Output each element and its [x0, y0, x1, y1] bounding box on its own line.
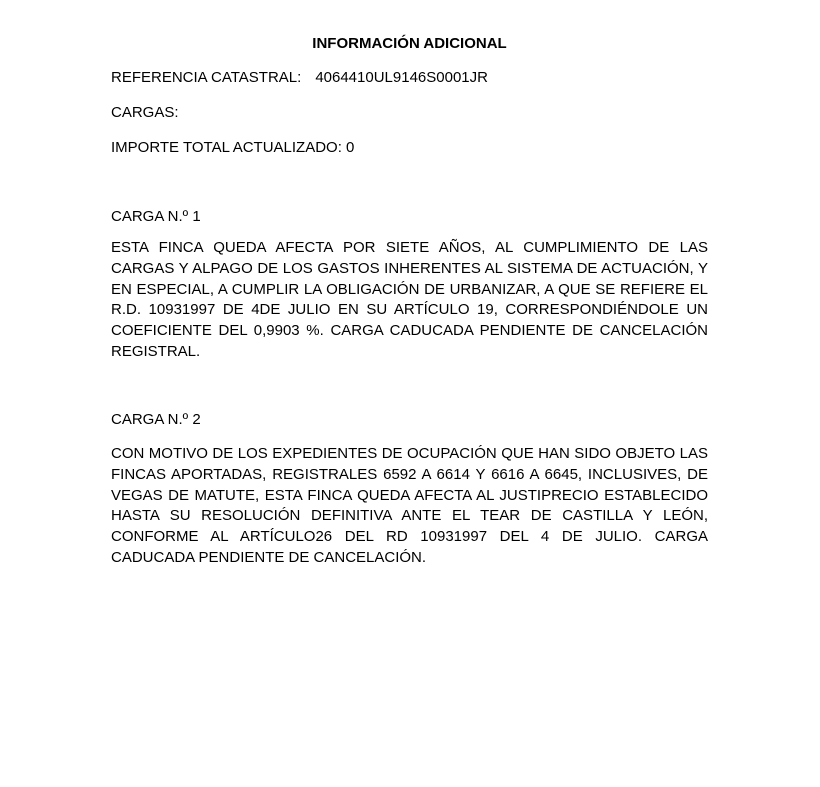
- carga-2-text: CON MOTIVO DE LOS EXPEDIENTES DE OCUPACIÓN QUE HAN SIDO OBJETO LAS FINCAS APORTADAS, REGISTRALES 6592 A 6614 Y 6616 A 6645, INCLUSIVES, DE VEGAS DE MATUTE, ESTA FINCA QUEDA AFECTA AL JUSTIPRECIO ESTABLECIDO HASTA SU RESOLUCIÓN DEFINITIVA ANTE EL TEAR DE CASTILLA Y LEÓN, CONFORME AL ARTÍCULO26 DEL RD 10931997 DEL 4 DE JULIO. CARGA CADUCADA PENDIENTE DE CANCELACIÓN.: [111, 445, 708, 566]
- importe-total-line: IMPORTE TOTAL ACTUALIZADO: 0: [111, 139, 355, 156]
- cargas-label: CARGAS:: [111, 104, 179, 121]
- document-title: INFORMACIÓN ADICIONAL: [312, 35, 507, 52]
- carga-1-heading: CARGA N.º 1: [111, 208, 201, 225]
- referencia-catastral-value: 4064410UL9146S0001JR: [315, 69, 488, 86]
- carga-1-text: ESTA FINCA QUEDA AFECTA POR SIETE AÑOS, AL CUMPLIMIENTO DE LAS CARGAS Y ALPAGO DE LOS GASTOS INHERENTES AL SISTEMA DE ACTUACIÓN, Y EN ESPECIAL, A CUMPLIR LA OBLIGACIÓN DE URBANIZAR, A QUE SE REFIERE EL R.D. 10931997 DE 4DE JULIO EN SU ARTÍCULO 19, CORRESPONDIÉNDOLE UN COEFICIENTE DEL 0,9903 %. CARGA CADUCADA PENDIENTE DE CANCELACIÓN REGISTRAL.: [111, 239, 708, 360]
- referencia-catastral-line: [111, 68, 488, 88]
- referencia-catastral-label: REFERENCIA CATASTRAL:: [111, 69, 302, 86]
- carga-2-heading: CARGA N.º 2: [111, 411, 201, 428]
